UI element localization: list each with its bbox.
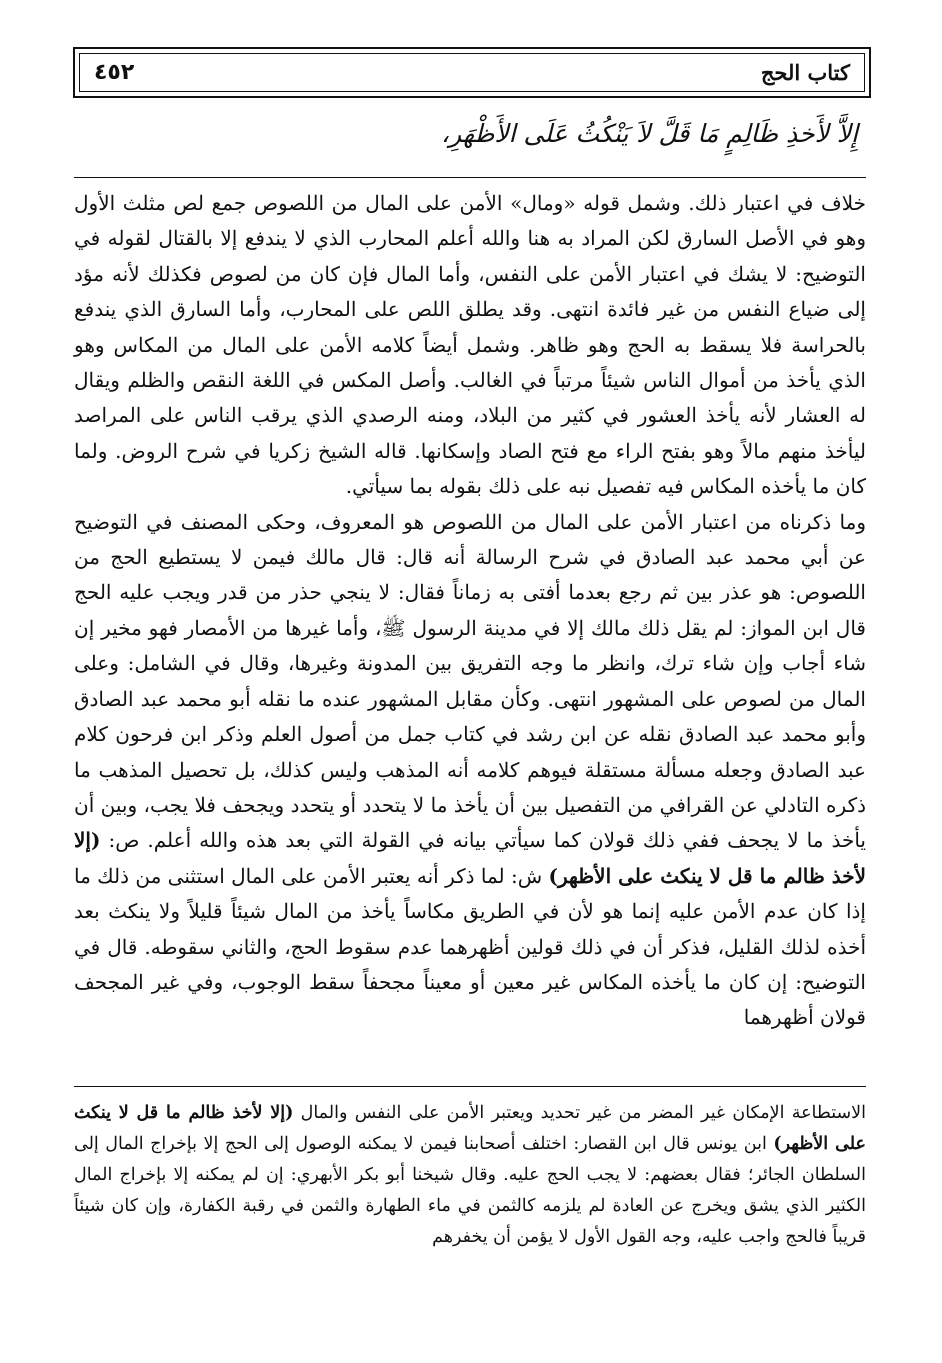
commentary-paragraph-2-part-a: وما ذكرناه من اعتبار الأمن على المال من اللصوص هو المعروف، وحكى المصنف في التوضيح عن أبي محمد عبد الصادق في شرح الرسالة أنه قال: قال مالك فيمن لا يستطيع الحج من اللصوص: هو عذر بين ثم رجع بعدما أفتى به زماناً فقال: لا ينجي حذر من قدر ويجب عليه الحج قال ابن المواز: لم يقل ذلك مالك إلا في مدينة الرسول ﷺ، وأما غيرها من الأمصار فهو مخير إن شاء أجاب وإن شاء ترك، وانظر ما وجه التفريق بين المدونة وغيرها، وقال في الشامل: وعلى المال من لصوص على المشهور انتهى. وكأن مقابل المشهور عنده ما نقله أبو محمد عبد الصادق وأبو محمد عبد الصادق نقله عن ابن رشد في كتاب جمل من أصول العلم وذكر ابن فرحون كلام عبد الصادق وجعله مسألة مستقلة فيوهم كلامه أنه المذهب وليس كذلك، بل تحصيل المذهب ما ذكره التادلي عن القرافي من التفصيل بين أن يأخذ ما لا يتحدد أو يتحدد ويجحف فلا يجب، وبين أن يأخذ ما لا يجحف ففي ذلك قولان كما سيأتي بيانه في القولة التي بعد هذه والله أعلم. ص: xyxy=(74,509,866,853)
matn-verse: إِلاَّ لأَخذِ ظَالِمٍ مَا قَلَّ لاَ يَنْكُثُ عَلَى الأَظْهَرِ، xyxy=(441,119,858,148)
commentary-paragraph-2 xyxy=(74,505,866,1036)
footnote-body xyxy=(74,1098,866,1253)
page-number: ٤٥٢ xyxy=(94,60,135,85)
page-header xyxy=(73,47,871,98)
footnote-paragraph xyxy=(74,1098,866,1253)
commentary-paragraph-1: خلاف في اعتبار ذلك. وشمل قوله «ومال» الأمن على المال من اللصوص جمع لص مثلث الأول وهو في الأصل السارق لكن المراد به هنا والله أعلم المحارب الذي لا يندفع إلا بالقتال لقوله في التوضيح: لا يشك في اعتبار الأمن على النفس، وأما المال فإن كان من لصوص فكذلك لأنه مؤد إلى ضياع النفس من غير فائدة انتهى. وقد يطلق اللص على المحارب، وأما السارق الذي يندفع بالحراسة فلا يسقط به الحج وهو ظاهر. وشمل أيضاً كلامه الأمن على المال من المكاس وهو الذي يأخذ من أموال الناس شيئاً مرتباً في الغالب. وأصل المكس في اللغة النقص والظلم ويقال له العشار لأنه يأخذ العشور في كثير من البلاد، ومنه الرصدي الذي يرقب الناس على المراصد ليأخذ منهم مالاً وهو بفتح الراء مع فتح الصاد وإسكانها. قاله الشيخ زكريا في شرح الروض. ولما كان ما يأخذه المكاس فيه تفصيل نبه على ذلك بقوله بما سيأتي. xyxy=(74,191,866,499)
matn-divider xyxy=(74,177,866,178)
book-title: كتاب الحج xyxy=(760,60,850,85)
commentary-body xyxy=(74,186,866,1036)
commentary-matn-quote: (إلا لأخذ ظالم ما قل لا ينكث على الأظهر) xyxy=(74,828,867,888)
footnote-part-b: ابن يونس قال ابن القصار: اختلف أصحابنا فيمن لا يمكنه الوصول إلى الحج إلا بإخراج المال إلى السلطان الجائر؛ فقال بعضهم: لا يجب الحج عليه. وقال شيخنا أبو بكر الأبهري: إن لم يمكنه إلا بإخراج المال الكثير الذي يشق ويخرج عن العادة لم يلزمه كالثمن في ماء الطهارة والثمن في رقبة الكفارة، وإن كان شيئاً قريباً فالحج واجب عليه، وجه القول الأول لا يؤمن أن يخفرهم xyxy=(74,1134,866,1247)
footnote-matn-quote: (إلا لأخذ ظالم ما قل لا ينكث على الأظهر) xyxy=(74,1103,867,1154)
commentary-paragraph-2-part-b: ش: لما ذكر أنه يعتبر الأمن على المال استثنى من ذلك ما إذا كان عدم الأمن عليه إنما هو لأن في الطريق مكاساً يأخذ من المال شيئاً قليلاً ولا ينكث بعد أخذه لذلك القليل، فذكر أن في ذلك قولين أظهرهما عدم سقوط الحج، والثاني سقوطه. قال في التوضيح: إن كان ما يأخذه المكاس غير معين أو معيناً مجحفاً سقط الوجوب، وفي غير المجحف قولان أظهرهما xyxy=(74,863,866,1030)
footnote-part-a: الاستطاعة الإمكان غير المضر من غير تحديد ويعتبر الأمن على النفس والمال xyxy=(300,1103,866,1123)
footnote-divider xyxy=(74,1086,866,1087)
page-header-inner xyxy=(79,53,865,92)
